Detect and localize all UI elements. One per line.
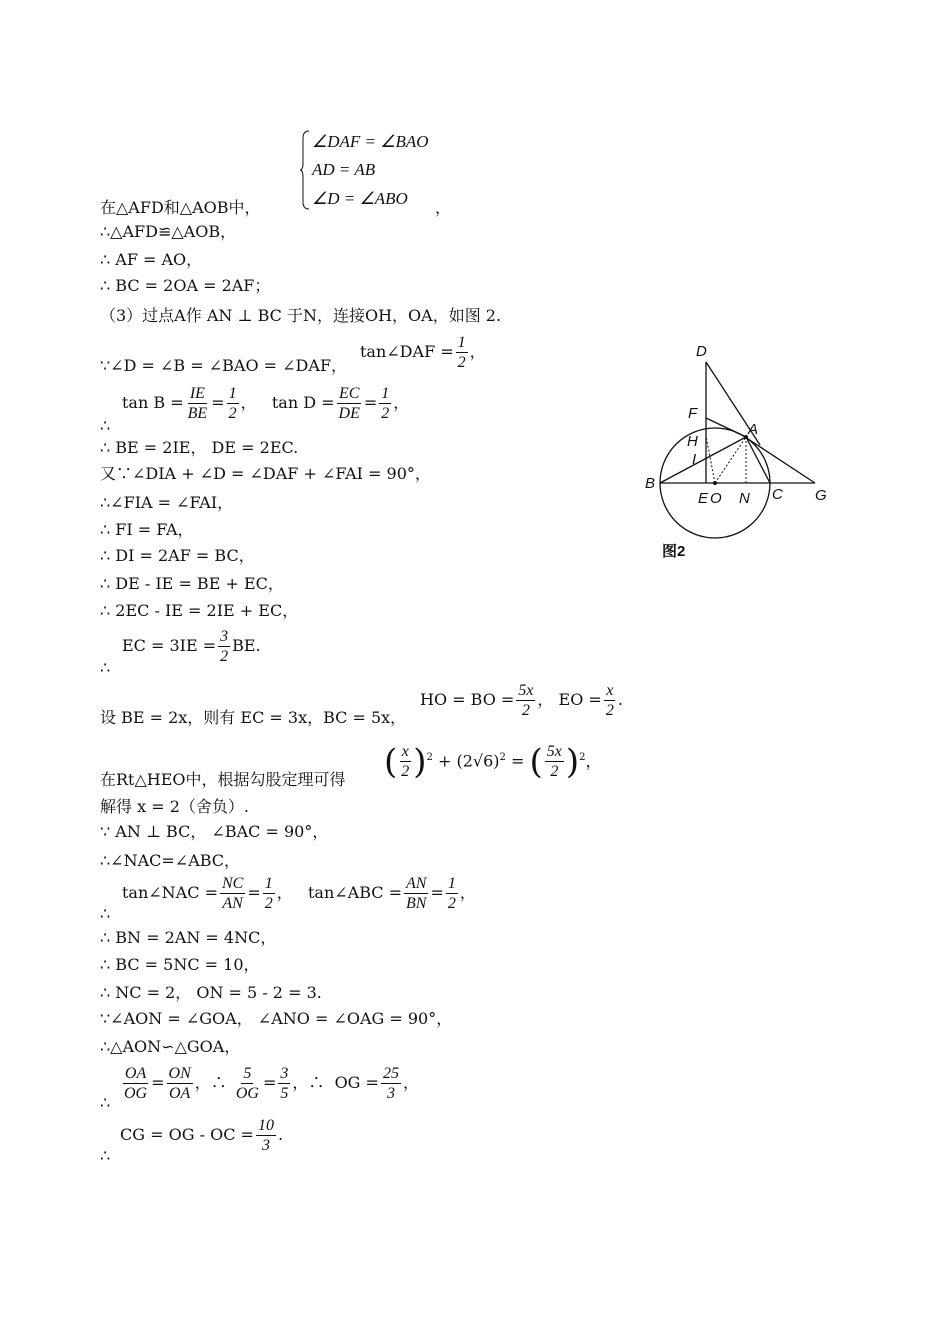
fraction: $\frac{1}{2}$ <box>457 334 466 371</box>
line-ec-3ie: EC = 3IE = $\frac{3}{2}$ BE. <box>122 628 261 665</box>
ho-bo-eo: HO = BO = $\frac{5x}{2}$ ， EO = $\frac{x}{2}$ . <box>420 682 623 719</box>
line-af-ao: ∴ AF = AO， <box>100 250 203 269</box>
line-pythagoras: 在Rt△HEO中，根据勾股定理可得 <box>100 770 346 789</box>
line-triangles: 在△AFD和△AOB中， <box>100 198 261 217</box>
line-fia-fai: ∴∠FIA = ∠FAI， <box>100 493 234 512</box>
figure-caption: 图2 <box>662 543 686 560</box>
label-i: I <box>692 451 697 468</box>
system-eq-1: ∠DAF = ∠BAO <box>312 132 429 151</box>
system-eq-3: ∠D = ∠ABO <box>312 189 408 208</box>
line-nc-on: ∴ NC = 2， ON = 5 - 2 = 3. <box>100 983 322 1002</box>
therefore-mark: ∴ <box>100 1146 111 1165</box>
line-bn-an: ∴ BN = 2AN = 4NC， <box>100 928 277 947</box>
label-n: N <box>739 490 750 507</box>
tan-b-tan-d: tan B = $\frac{IE}{BE}$ = $\frac{1}{2}$ ， tan D = $\frac{EC}{DE}$ = $\frac{1}{2}$ ， <box>122 385 410 422</box>
line-aon-goa: ∵∠AON = ∠GOA， ∠ANO = ∠OAG = 90°， <box>100 1009 453 1028</box>
line-let-be: 设 BE = 2x，则有 EC = 3x，BC = 5x， <box>100 708 407 727</box>
label-c: C <box>772 486 783 503</box>
line-bc-2oa: ∴ BC = 2OA = 2AF； <box>100 276 271 295</box>
therefore-mark: ∴ <box>100 416 111 435</box>
line-congruent: ∴△AFD≌△AOB， <box>100 222 237 241</box>
label-b: B <box>645 475 656 492</box>
label-d: D <box>696 343 707 360</box>
line-de-ie: ∴ DE - IE = BE + EC， <box>100 574 284 593</box>
segment-ac <box>746 437 770 483</box>
segment-ag <box>745 437 815 483</box>
therefore-mark: ∴ <box>100 904 111 923</box>
therefore-mark: ∴ <box>100 658 111 677</box>
line-an-bc: ∵ AN ⊥ BC， ∠BAC = 90°， <box>100 822 329 841</box>
line-part3: （3）过点A作 AN ⊥ BC 于N，连接OH，OA，如图 2. <box>100 306 502 325</box>
segment-oh <box>706 436 715 483</box>
line-nac-abc: ∴∠NAC=∠ABC， <box>100 851 241 870</box>
line-be-2ie: ∴ BE = 2IE， DE = 2EC. <box>100 438 299 457</box>
label-h: H <box>687 433 698 450</box>
segment-ba <box>660 437 746 483</box>
line-bc-5nc: ∴ BC = 5NC = 10， <box>100 955 260 974</box>
line-angles-equal: ∵∠D = ∠B = ∠BAO = ∠DAF， <box>100 356 348 375</box>
line-angle-sum: 又∵∠DIA + ∠D = ∠DAF + ∠FAI = 90°， <box>100 464 431 483</box>
tan-daf: tan∠DAF = $\frac{1}{2}$ ， <box>360 334 486 371</box>
ratio-equations: $\frac{OA}{OG}$ = $\frac{ON}{OA}$ ，∴ $\frac{5}{OG}$ = $\frac{3}{5}$ ，∴ OG = $\frac{25}{3}$ ， <box>124 1065 419 1102</box>
geometry-figure <box>640 335 840 570</box>
tan-nac-abc: tan∠NAC = $\frac{NC}{AN}$ = $\frac{1}{2}$ ， tan∠ABC = $\frac{AN}{BN}$ = $\frac{1}{2}$ ， <box>122 875 476 912</box>
line-solve-x: 解得 x = 2（舍负）. <box>100 797 249 816</box>
segment-oa <box>715 437 746 483</box>
label-e: E <box>698 490 709 507</box>
label-o: O <box>710 490 722 507</box>
label-f: F <box>688 405 698 422</box>
line-di: ∴ DI = 2AF = BC， <box>100 546 255 565</box>
therefore-mark: ∴ <box>100 1093 111 1112</box>
point-o <box>713 481 717 485</box>
line-fi-fa: ∴ FI = FA， <box>100 520 194 539</box>
pythagoras-equation: ( $\frac{x}{2}$ )$^2 + (2√6)^2$ = ( $\frac{5x}{2}$ )$^2$， <box>384 741 602 782</box>
line-2ec: ∴ 2EC - IE = 2IE + EC， <box>100 601 299 620</box>
line-similar: ∴△AON∽△GOA， <box>100 1037 241 1056</box>
brace <box>300 130 310 210</box>
label-g: G <box>815 487 827 504</box>
system-eq-2: AD = AB <box>312 160 376 179</box>
line-triangles-end: ， <box>435 198 452 217</box>
line-cg: CG = OG - OC = $\frac{10}{3}$ . <box>120 1117 284 1154</box>
label-a: A <box>748 421 759 438</box>
